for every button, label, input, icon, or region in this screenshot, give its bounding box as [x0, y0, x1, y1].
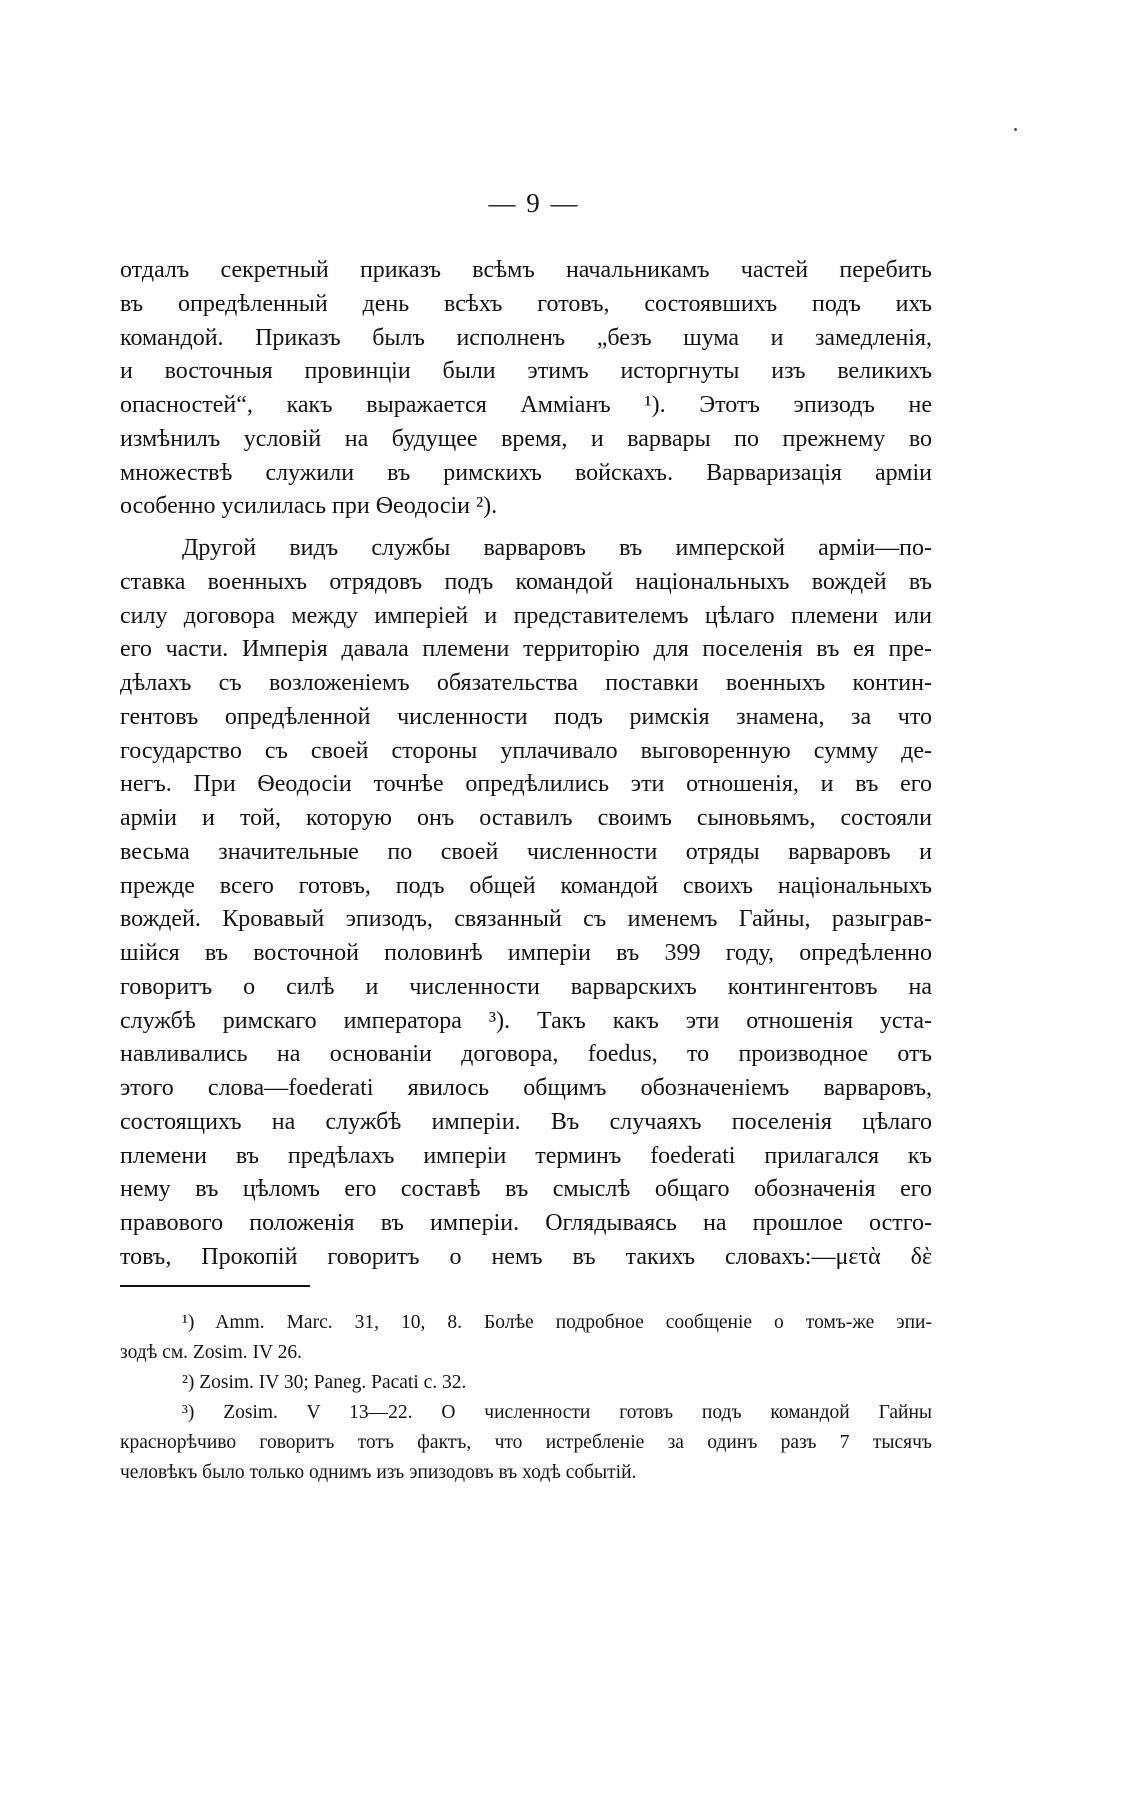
- text-line: службѣ римскаго императора ³). Такъ какъ эти отношенія уста-: [120, 1007, 932, 1034]
- text-line: правового положенія въ имперіи. Оглядываясь на прошлое остго-: [120, 1210, 932, 1236]
- footnote-line: ¹) Amm. Marc. 31, 10, 8. Болѣе подробное сообщеніе о томъ-же эпи-: [182, 1312, 932, 1333]
- text-line: множествѣ служили въ римскихъ войскахъ. Варваризація арміи: [120, 459, 932, 486]
- text-line: государство съ своей стороны уплачивало выговоренную сумму де-: [120, 737, 932, 764]
- text-line: весьма значительные по своей численности отряды варваровъ и: [120, 838, 932, 865]
- text-line: гентовъ опредѣленной численности подъ римскія знамена, за что: [120, 703, 932, 730]
- text-line: его части. Имперія давала племени территорію для поселенія въ ея пре-: [120, 636, 932, 663]
- text-line: товъ, Прокопій говоритъ о немъ въ такихъ словахъ:—μετὰ δὲ: [120, 1243, 932, 1270]
- text-line: говоритъ о силѣ и численности варварскихъ контингентовъ на: [120, 973, 932, 1000]
- main-text: [120, 254, 932, 1275]
- footnote-line: краснорѣчиво говоритъ тотъ фактъ, что истребленіе за одинъ разъ 7 тысячъ: [120, 1432, 932, 1453]
- footnote-line: зодѣ см. Zosim. IV 26.: [120, 1342, 302, 1363]
- text-line: опасностей“, какъ выражается Амміанъ ¹). Этотъ эпизодъ не: [120, 392, 932, 418]
- text-line: навливались на основаніи договора, foedus, то производное отъ: [120, 1041, 932, 1068]
- text-line: вождей. Кровавый эпизодъ, связанный съ именемъ Гайны, разыграв-: [120, 906, 932, 933]
- text-line: прежде всего готовъ, подъ общей командой своихъ національныхъ: [120, 872, 932, 899]
- text-line: негъ. При Ѳеодосіи точнѣе опредѣлились эти отношенія, и въ его: [120, 771, 932, 798]
- text-line: шійся въ восточной половинѣ имперіи въ 399 году, опредѣленно: [120, 940, 932, 966]
- text-line: и восточныя провинціи были этимъ исторгнуты изъ великихъ: [120, 358, 932, 385]
- text-line: командой. Приказъ былъ исполненъ „безъ шума и замедленія,: [120, 324, 932, 351]
- paragraph-2: [120, 532, 932, 1275]
- text-line: Другой видъ службы варваровъ въ имперской арміи—по-: [182, 535, 932, 561]
- footnote-line: ²) Zosim. IV 30; Paneg. Pacati c. 32.: [182, 1372, 467, 1393]
- text-line: особенно усилилась при Ѳеодосіи ²).: [120, 493, 498, 520]
- footnote-separator: [120, 1285, 310, 1287]
- page-number: — 9 —: [488, 188, 580, 218]
- text-line: ставка военныхъ отрядовъ подъ командой національныхъ вождей въ: [120, 568, 932, 595]
- text-line: измѣнилъ условій на будущее время, и варвары по прежнему во: [120, 425, 932, 452]
- text-line: арміи и той, которую онъ оставилъ своимъ сыновьямъ, состояли: [120, 805, 932, 831]
- text-line: состоящихъ на службѣ имперіи. Въ случаяхъ поселенія цѣлаго: [120, 1108, 932, 1135]
- footnote-line: ³) Zosim. V 13—22. О численности готовъ подъ командой Гайны: [182, 1402, 932, 1423]
- text-line: нему въ цѣломъ его составѣ въ смыслѣ общаго обозначенія его: [120, 1176, 932, 1203]
- paragraph-1: [120, 254, 932, 524]
- footnote-line: человѣкъ было только однимъ изъ эпизодовъ въ ходѣ событій.: [120, 1462, 637, 1483]
- paper-speck: [1014, 128, 1017, 131]
- text-line: отдалъ секретный приказъ всѣмъ начальникамъ частей перебить: [120, 257, 932, 283]
- text-line: племени въ предѣлахъ имперіи терминъ foederati прилагался къ: [120, 1142, 932, 1169]
- text-line: дѣлахъ съ возложеніемъ обязательства поставки военныхъ контин-: [120, 670, 932, 696]
- text-line: этого слова—foederati явилось общимъ обозначеніемъ варваровъ,: [120, 1075, 932, 1101]
- text-line: силу договора между имперіей и представителемъ цѣлаго племени или: [120, 602, 932, 629]
- footnotes: [120, 1308, 932, 1488]
- text-line: въ опредѣленный день всѣхъ готовъ, состоявшихъ подъ ихъ: [120, 290, 932, 317]
